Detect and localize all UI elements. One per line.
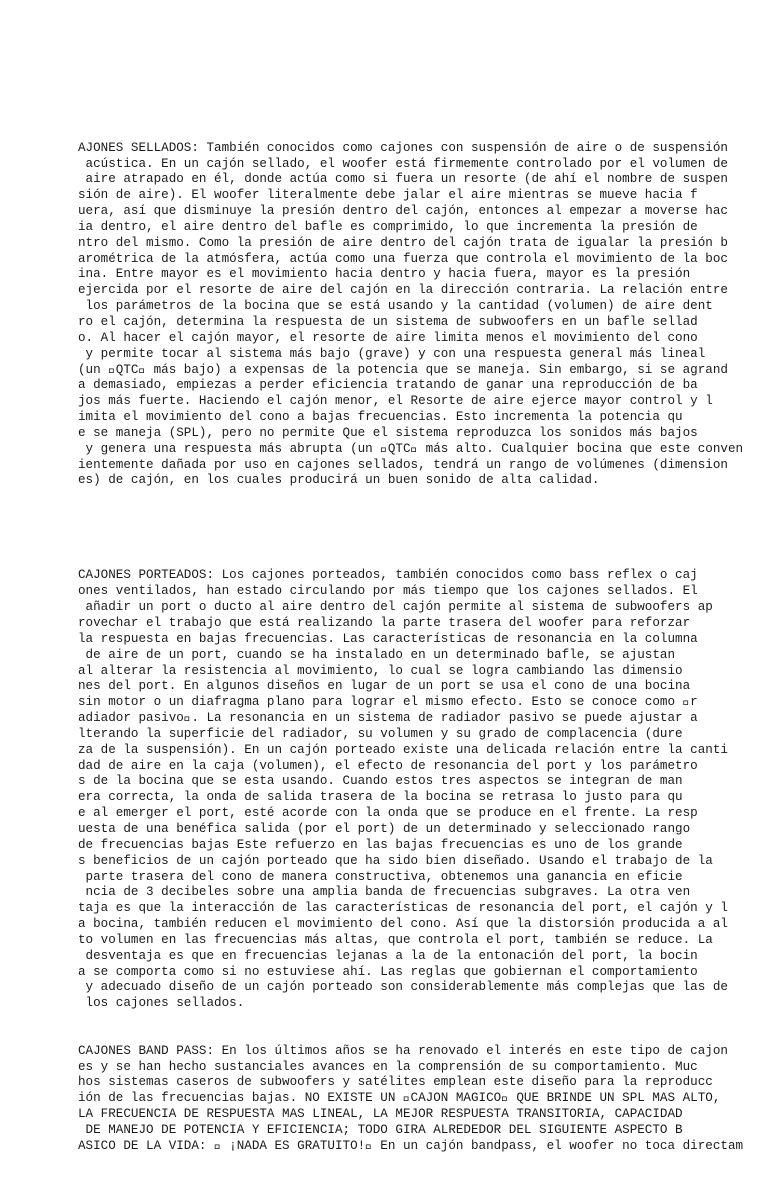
text-line: ia dentro, el aire dentro del bafle es comprimido, lo que incrementa la presión de	[78, 219, 698, 234]
text-line: ntro del mismo. Como la presión de aire dentro del cajón trata de igualar la presión b	[78, 235, 728, 250]
text-line: e se maneja (SPL), pero no permite Que el sistema reproduzca los sonidos más bajos	[78, 425, 698, 440]
text-line: y adecuado diseño de un cajón porteado son considerablemente más complejas que las de	[78, 980, 728, 995]
text-line: lterando la superficie del radiador, su volumen y su grado de complacencia (dure	[78, 726, 683, 741]
paragraph-band-pass	[78, 1044, 758, 1155]
text-line: o. Al hacer el cajón mayor, el resorte de aire limita menos el movimiento del cono	[78, 330, 698, 345]
text-line: parte trasera del cono de manera constructiva, obtenemos una ganancia en eficie	[78, 869, 683, 884]
text-line: taja es que la interacción de las características de resonancia del port, el cajón y l	[78, 901, 728, 916]
text-line: añadir un port o ducto al aire dentro del cajón permite al sistema de subwoofers ap	[78, 600, 713, 615]
text-line: ejercida por el resorte de aire del cajón en la dirección contraria. La relación entre	[78, 283, 728, 298]
paragraph-porteados	[78, 568, 758, 1012]
text-line: al alterar la resistencia al movimiento, lo cual se logra cambiando las dimensio	[78, 663, 683, 678]
text-line: desventaja es que en frecuencias lejanas a la de la entonación del port, la bocin	[78, 948, 698, 963]
text-line: to volumen en las frecuencias más altas, que controla el port, también se reduce. La	[78, 932, 713, 947]
text-line: acústica. En un cajón sellado, el woofer está firmemente controlado por el volumen de	[78, 156, 728, 171]
text-line: ones ventilados, han estado circulando por más tiempo que los cajones sellados. El	[78, 584, 698, 599]
paragraph-gap	[78, 521, 758, 537]
paragraph-sellados	[78, 141, 758, 490]
text-line: nes del port. En algunos diseños en lugar de un port se usa el cono de una bocina	[78, 679, 691, 694]
text-line: ina. Entre mayor es el movimiento hacia dentro y hacia fuera, mayor es la presión	[78, 267, 691, 282]
text-line: a bocina, también reducen el movimiento del cono. Así que la distorsión producida a al	[78, 917, 728, 932]
text-line: ASICO DE LA VIDA: ¡NADA ES GRATUITO! En un cajón bandpass, el woofer no toca directam	[78, 1138, 744, 1153]
text-line: uesta de una benéfica salida (por el port) de un determinado y seleccionado rango	[78, 821, 691, 836]
text-line: los parámetros de la bocina que se está usando y la cantidad (volumen) de aire dent	[78, 299, 713, 314]
text-line: y genera una respuesta más abrupta (un QTC más alto. Cualquier bocina que este conven	[78, 441, 744, 456]
text-line: jos más fuerte. Haciendo el cajón menor, el Resorte de aire ejerce mayor control y l	[78, 394, 713, 409]
text-line: e al emerger el port, esté acorde con la onda que se produce en el frente. La resp	[78, 806, 698, 821]
text-line: ncia de 3 decibeles sobre una amplia banda de frecuencias subgraves. La otra ven	[78, 885, 691, 900]
text-line: CAJONES BAND PASS: En los últimos años se ha renovado el interés en este tipo de cajon	[78, 1043, 728, 1058]
text-line: de aire de un port, cuando se ha instalado en un determinado bafle, se ajustan	[78, 647, 676, 662]
text-line: adiador pasivo . La resonancia en un sistema de radiador pasivo se puede ajustar a	[78, 711, 698, 726]
text-line: hos sistemas caseros de subwoofers y satélites emplean este diseño para la reproducc	[78, 1075, 713, 1090]
text-line: de frecuencias bajas Este refuerzo en las bajas frecuencias es uno de los grande	[78, 837, 683, 852]
text-line: s de la bocina que se esta usando. Cuando estos tres aspectos se integran de man	[78, 774, 683, 789]
text-line: arométrica de la atmósfera, actúa como una fuerza que controla el movimiento de la boc	[78, 251, 728, 266]
text-line: a se comporta como si no estuviese ahí. Las reglas que gobiernan el comportamiento	[78, 964, 698, 979]
text-line: ión de las frecuencias bajas. NO EXISTE UN CAJON MAGICO QUE BRINDE UN SPL MAS ALTO,	[78, 1091, 721, 1106]
text-line: es y se han hecho sustanciales avances en la comprensión de su comportamiento. Muc	[78, 1059, 698, 1074]
text-line: (un QTC más bajo) a expensas de la potencia que se maneja. Sin embargo, si se agrand	[78, 362, 728, 377]
text-line: za de la suspensión). En un cajón porteado existe una delicada relación entre la canti	[78, 742, 728, 757]
text-line: a demasiado, empiezas a perder eficiencia tratando de ganar una reproducción de ba	[78, 378, 698, 393]
text-line: ientemente dañada por uso en cajones sellados, tendrá un rango de volúmenes (dimension	[78, 457, 728, 472]
text-line: CAJONES PORTEADOS: Los cajones porteados, también conocidos como bass reflex o caj	[78, 568, 698, 583]
text-line: rovechar el trabajo que está realizando la parte trasera del woofer para reforzar	[78, 616, 691, 630]
text-line: sión de aire). El woofer literalmente debe jalar el aire mientras se mueve hacia f	[78, 188, 698, 203]
text-line: sin motor o un diafragma plano para lograr el mismo efecto. Esto se conoce como r	[78, 695, 698, 710]
text-line: y permite tocar al sistema más bajo (grave) y con una respuesta general más lineal	[78, 346, 706, 361]
text-line: DE MANEJO DE POTENCIA Y EFICIENCIA; TODO GIRA ALREDEDOR DEL SIGUIENTE ASPECTO B	[78, 1123, 683, 1137]
text-line: AJONES SELLADOS: También conocidos como cajones con suspensión de aire o de suspensión	[78, 140, 728, 155]
text-line: era correcta, la onda de salida trasera de la bocina se retrasa lo justo para qu	[78, 790, 683, 805]
text-line: ro el cajón, determina la respuesta de un sistema de subwoofers en un bafle sellad	[78, 314, 698, 329]
document-text	[78, 109, 758, 1186]
text-line: imita el movimiento del cono a bajas frecuencias. Esto incrementa la potencia qu	[78, 410, 683, 425]
text-line: uera, así que disminuye la presión dentro del cajón, entonces al empezar a moverse hac	[78, 204, 728, 219]
text-line: dad de aire en la caja (volumen), el efecto de resonancia del port y los parámetro	[78, 758, 698, 773]
text-line: la respuesta en bajas frecuencias. Las características de resonancia en la columna	[78, 631, 698, 646]
text-line: los cajones sellados.	[78, 996, 245, 1011]
text-line: s beneficios de un cajón porteado que ha sido bien diseñado. Usando el trabajo de la	[78, 853, 713, 868]
text-line: es) de cajón, en los cuales producirá un buen sonido de alta calidad.	[78, 473, 600, 488]
text-line: LA FRECUENCIA DE RESPUESTA MAS LINEAL, LA MEJOR RESPUESTA TRANSITORIA, CAPACIDAD	[78, 1107, 683, 1122]
text-line: aire atrapado en él, donde actúa como si fuera un resorte (de ahí el nombre de suspen	[78, 172, 728, 187]
